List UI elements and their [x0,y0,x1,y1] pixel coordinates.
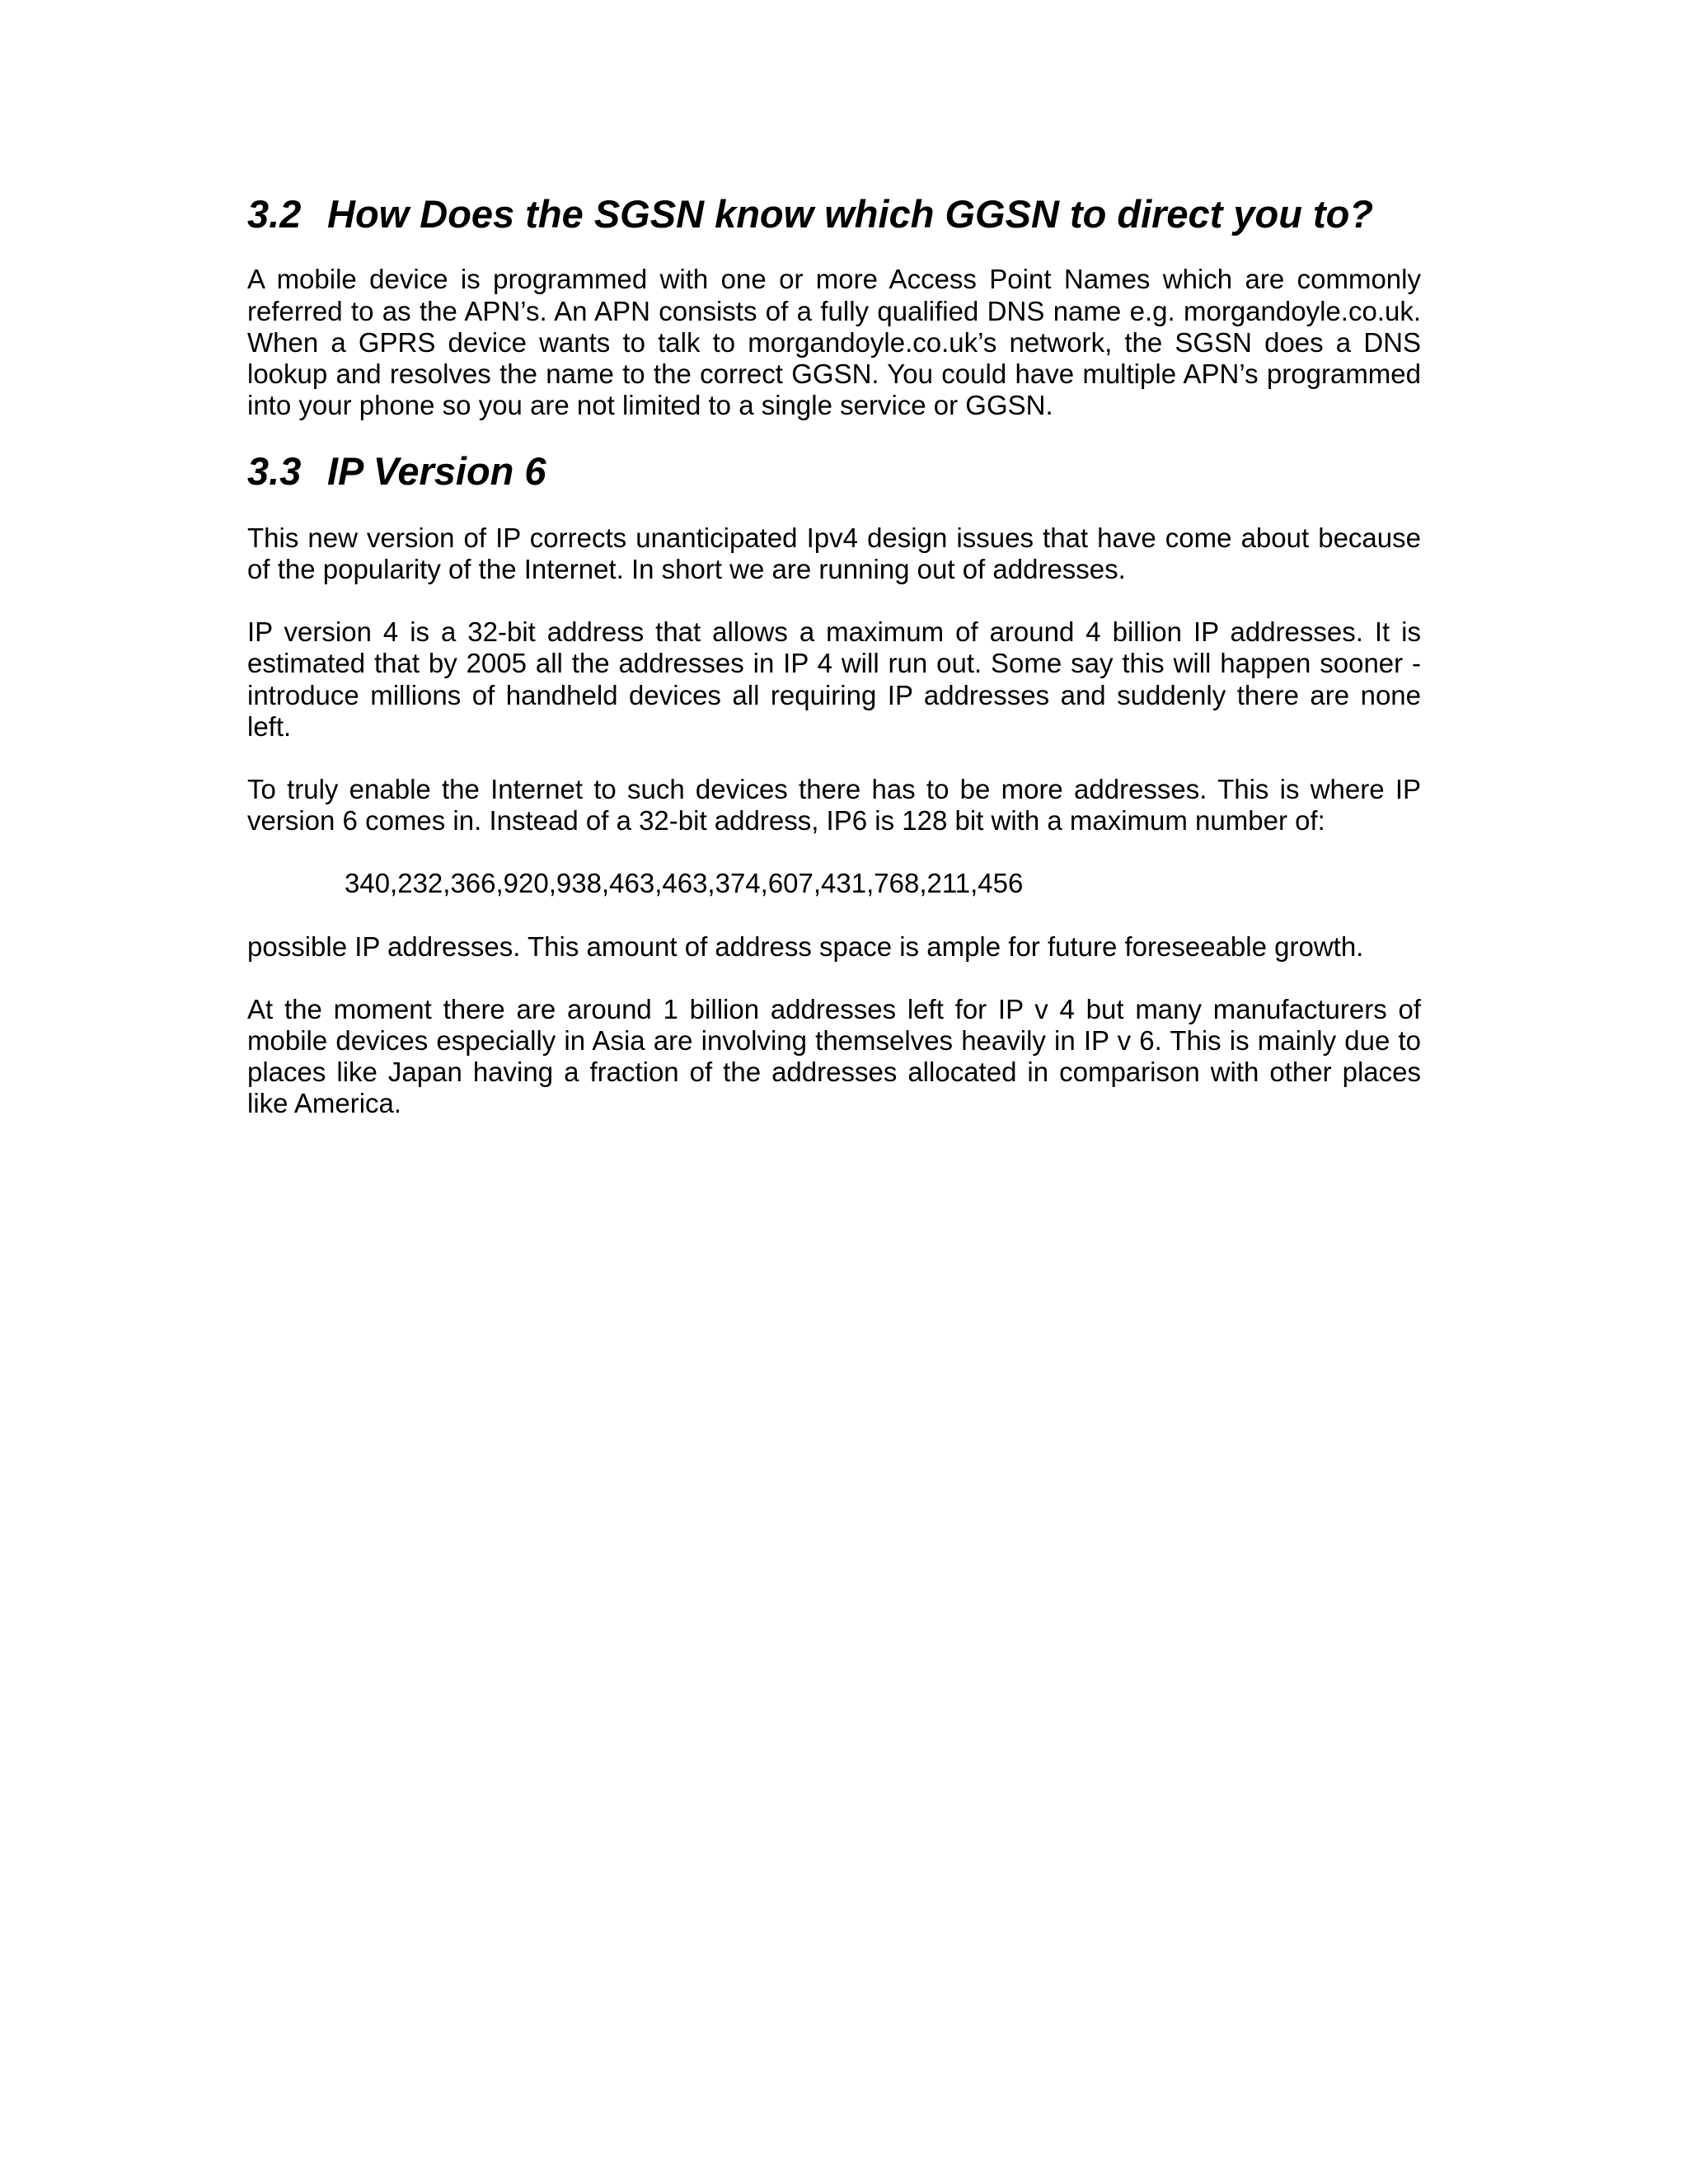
section-number: 3.2 [247,192,302,236]
paragraph-ipv6-enable: To truly enable the Internet to such devices there has to be more addresses. This is where IP version 6 comes in. Instead of a 32-bit address, IP6 is 128 bit with a maximum number of: [247,774,1421,837]
section-title: IP Version 6 [327,449,546,494]
section-heading-3-2 [247,191,1421,237]
section-number: 3.3 [247,449,302,494]
section-heading-3-3 [247,448,1421,494]
paragraph-apn: A mobile device is programmed with one or more Access Point Names which are commonly referred to as the APN’s. An APN consists of a fully qualified DNS name e.g. morgandoyle.co.uk. When a GPRS device wants to talk to morgandoyle.co.uk’s network, the SGSN does a DNS lookup and resolves the name to the correct GGSN. You could have multiple APN’s programmed into your phone so you are not limited to a single service or GGSN. [247,264,1421,421]
paragraph-current-status: At the moment there are around 1 billion addresses left for IP v 4 but many manufacturers of mobile devices especially in Asia are involving themselves heavily in IP v 6. This is mainly due to places like Japan having a fraction of the addresses allocated in comparison with other places like America. [247,993,1421,1119]
section-title: How Does the SGSN know which GGSN to direct you to? [327,192,1374,236]
paragraph-possible-addresses: possible IP addresses. This amount of address space is ample for future foreseeable growth. [247,930,1364,962]
paragraph-ipv4-exhaustion: IP version 4 is a 32-bit address that allows a maximum of around 4 billion IP addresses. It is estimated that by 2005 all the addresses in IP 4 will run out. Some say this will happen sooner - introduce millions of handheld devices all requiring IP addresses and suddenly there are none left. [247,616,1421,742]
ipv6-max-address-count: 340,232,366,920,938,463,463,374,607,431,768,211,456 [345,868,1024,899]
paragraph-ipv6-intro: This new version of IP corrects unanticipated Ipv4 design issues that have come about because of the popularity of the Internet. In short we are running out of addresses. [247,522,1421,584]
page-content [247,191,1421,1120]
